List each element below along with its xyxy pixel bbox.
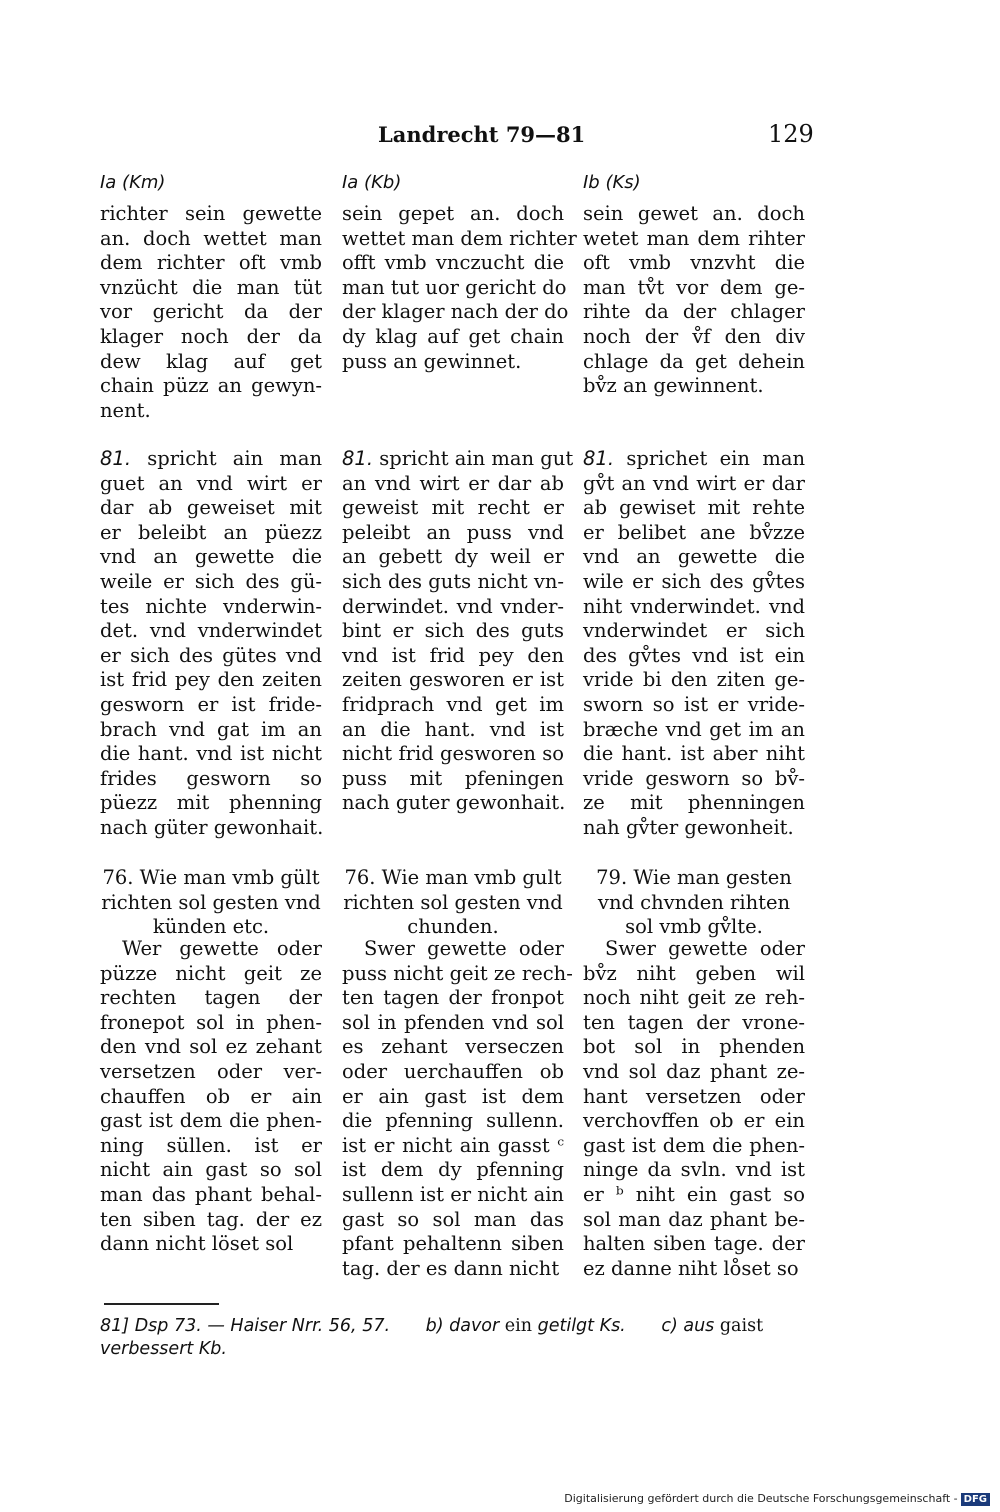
text-line: vnzücht die man tüt	[100, 275, 322, 299]
text-line: sol in pfenden vnd sol	[342, 1010, 564, 1034]
text-line: ning süllen. ist er	[100, 1133, 322, 1157]
paragraph-continuation	[342, 202, 577, 374]
text-line: niht vnderwindet. vnd	[583, 594, 805, 618]
footnote-b-label: b) davor	[425, 1316, 500, 1336]
text-line	[583, 447, 805, 472]
text-line: puss mit pfeningen	[342, 766, 564, 790]
text-line: man tut uor gericht do	[342, 275, 567, 299]
text-line: det. vnd vnderwindet	[100, 619, 322, 643]
text-line: ten tagen der vrone-	[583, 1010, 805, 1034]
footnote-ref: 81]	[100, 1316, 130, 1336]
text-line: wettet man dem richter	[342, 226, 577, 250]
text-line: vride gesworn so bv̊-	[583, 766, 805, 790]
text-line: man das phant behal-	[100, 1182, 322, 1206]
footnote-b-word: ein	[504, 1316, 533, 1336]
text-line: ten siben tag. der ez	[100, 1207, 322, 1231]
text-line: ze mit phenningen	[583, 791, 805, 815]
text-line: die hant. vnd ist nicht	[100, 742, 322, 766]
footnote-c-line2: verbessert Kb.	[100, 1339, 227, 1359]
text-line: chauffen ob er ain	[100, 1084, 322, 1108]
text-line: offt vmb vnczucht die	[342, 251, 564, 275]
text-line: puss nicht geit ze rech-	[342, 961, 573, 985]
text-line: versetzen oder ver-	[100, 1059, 322, 1083]
text-line: an. doch wettet man	[100, 226, 322, 250]
text-line: den vnd sol ez zehant	[100, 1035, 322, 1059]
paragraph-number: 81.	[342, 447, 374, 470]
text-line: vor gericht da der	[100, 300, 322, 324]
text-line: rihte da der chlager	[583, 300, 805, 324]
text-line: gast so sol man das	[342, 1207, 564, 1231]
text-line: vnd an gewette die	[100, 545, 322, 569]
text-line: fronepot sol in phen-	[100, 1010, 322, 1034]
manuscript-siglum: Ia (Km)	[100, 172, 166, 193]
text-line: gv̊t an vnd wirt er dar	[583, 471, 805, 495]
text-line: die hant. ist aber niht	[583, 742, 805, 766]
footnote-c-word: gaist	[719, 1316, 764, 1336]
text-line: es zehant verseczen	[342, 1035, 564, 1059]
text-line: chlage da get dehein	[583, 349, 805, 373]
text-line: peleibt an puss vnd	[342, 520, 564, 544]
text-line: tag. der es dann nicht	[342, 1256, 560, 1280]
text-line: er ᵇ niht ein gast so	[583, 1182, 805, 1206]
heading-line: chunden.	[407, 915, 499, 939]
text-line: er belibet ane bv̊zze	[583, 520, 805, 544]
text-column-1	[100, 0, 322, 1290]
footnote-rule	[104, 1303, 219, 1305]
heading-line: richten sol gesten vnd	[343, 890, 563, 914]
paragraph-continuation	[100, 202, 322, 423]
text-line: gesworn er ist fride-	[100, 692, 322, 716]
paragraph-81	[342, 447, 574, 816]
text-line: püezz mit phenning	[100, 791, 322, 815]
footnote-c-label: c) aus	[661, 1316, 715, 1336]
chapter-heading	[583, 866, 805, 940]
dfg-logo: DFG	[961, 1493, 990, 1506]
paragraph-first-words: spricht ain man	[147, 447, 323, 470]
text-line: vnd sol daz phant ze-	[583, 1059, 805, 1083]
text-line: vride bi den ziten ge-	[583, 668, 805, 692]
page-number: 129	[768, 120, 814, 148]
text-line: des gv̊tes vnd ist ein	[583, 643, 805, 667]
text-line: frides gesworn so	[100, 766, 322, 790]
heading-line: 76. Wie man vmb gult	[344, 866, 562, 889]
text-line: dew klag auf get	[100, 349, 322, 373]
text-line: vnderwindet er sich	[583, 619, 805, 643]
text-line: tes nichte vnderwin-	[100, 594, 322, 618]
paragraph-continuation	[583, 202, 805, 399]
chapter-heading	[100, 866, 322, 940]
text-line: fridprach vnd get im	[342, 692, 564, 716]
text-column-3	[583, 0, 805, 1290]
text-line: ist dem dy pfenning	[342, 1158, 564, 1182]
text-line: oft vmb vnzvht die	[583, 251, 805, 275]
heading-line: 76. Wie man vmb gült	[102, 866, 320, 889]
text-line: sol man daz phant be-	[583, 1207, 805, 1231]
text-line: geweist mit recht er	[342, 496, 564, 520]
text-line: gast ist dem die phen-	[583, 1133, 805, 1157]
text-line	[100, 447, 322, 472]
text-line: dar ab geweiset mit	[100, 496, 322, 520]
text-line: dann nicht löset sol	[100, 1232, 294, 1256]
text-line: oder uerchauffen ob	[342, 1059, 564, 1083]
heading-line: vnd chvnden rihten	[597, 890, 791, 914]
text-line: Swer gewette oder	[605, 937, 805, 960]
text-line: er ain gast ist dem	[342, 1084, 564, 1108]
text-line: bv̊z niht geben wil	[583, 961, 805, 985]
text-line: zeiten gesworen er ist	[342, 668, 564, 692]
heading-line: künden etc.	[152, 915, 270, 939]
manuscript-siglum: Ia (Kb)	[342, 172, 402, 193]
text-line: sein gepet an. doch	[342, 202, 564, 225]
paragraph-number: 81.	[100, 447, 132, 470]
text-line: pfant pehaltenn siben	[342, 1232, 564, 1256]
text-line: bv̊z an gewinnent.	[583, 374, 764, 398]
text-line: rechten tagen der	[100, 986, 322, 1010]
text-line: nicht ain gast so sol	[100, 1158, 322, 1182]
text-line: wile er sich des gv̊tes	[583, 569, 805, 593]
footnote-line-1	[100, 1315, 812, 1338]
text-line: ten tagen der fronpot	[342, 986, 564, 1010]
text-line: ez danne niht lo̊set so	[583, 1256, 799, 1280]
text-line: weile er sich des gü-	[100, 569, 322, 593]
paragraph-body	[100, 937, 322, 1257]
text-line: der klager nach der do	[342, 300, 569, 324]
text-line: Wer gewette oder	[122, 937, 322, 960]
heading-line: sol vmb gv̊lte.	[625, 915, 763, 939]
digitization-credit	[564, 1492, 990, 1506]
text-line: verchovffen ob er ein	[583, 1109, 805, 1133]
paragraph-81	[583, 447, 805, 841]
paragraph-number: 81.	[583, 447, 615, 470]
text-line: dy klag auf get chain	[342, 324, 564, 348]
paragraph-body	[583, 937, 805, 1281]
text-line	[342, 447, 574, 472]
paragraph-first-words: sprichet ein man	[626, 447, 805, 470]
header-title: Landrecht 79—81	[378, 122, 586, 147]
text-line: an vnd wirt er dar ab	[342, 471, 564, 495]
text-line: vnd an gewette die	[583, 545, 805, 569]
text-line: richter sein gewette	[100, 202, 322, 225]
text-column-2	[342, 0, 577, 1290]
chapter-heading	[342, 866, 564, 940]
text-line: guet an vnd wirt er	[100, 471, 322, 495]
paragraph-body	[342, 937, 573, 1281]
footnote-line-2	[100, 1338, 812, 1361]
text-line: ab gewiset mit rehte	[583, 496, 805, 520]
text-line: chain püzz an gewyn-	[100, 374, 322, 398]
text-line: sworn so ist er vride-	[583, 692, 805, 716]
text-line: er beleibt an püezz	[100, 520, 322, 544]
text-line: sein gewet an. doch	[583, 202, 805, 225]
footnote-a-text: Dsp 73. — Haiser Nrr. 56, 57.	[134, 1316, 391, 1336]
text-line: hant versetzen oder	[583, 1084, 805, 1108]
text-line: noch der v̊f den div	[583, 324, 805, 348]
paragraph-first-words: spricht ain man gut	[379, 447, 574, 470]
paragraph-81	[100, 447, 322, 841]
text-line: Swer gewette oder	[364, 937, 564, 960]
text-line: an gebett dy weil er	[342, 545, 564, 569]
text-line: sich des guts nicht vn-	[342, 569, 564, 593]
text-line: brach vnd gat im an	[100, 717, 322, 741]
text-line: nach güter gewonhait.	[100, 815, 324, 839]
text-line: ist er nicht ain gasst ᶜ	[342, 1133, 564, 1157]
text-line: nent.	[100, 398, 151, 422]
text-line: man tv̊t vor dem ge-	[583, 275, 805, 299]
credit-text: Digitalisierung gefördert durch die Deutsche Forschungsgemeinschaft -	[564, 1492, 958, 1505]
text-line: püzze nicht geit ze	[100, 961, 322, 985]
text-line: bot sol in phenden	[583, 1035, 805, 1059]
text-line: gast ist dem die phen-	[100, 1109, 322, 1133]
heading-line: 79. Wie man gesten	[596, 866, 792, 889]
text-line: derwindet. vnd vnder-	[342, 594, 564, 618]
text-line: puss an gewinnet.	[342, 349, 522, 373]
footnote-b-rest: getilgt Ks.	[537, 1316, 626, 1336]
text-line: noch niht geit ze reh-	[583, 986, 805, 1010]
text-line: bint er sich des guts	[342, 619, 564, 643]
text-line: die pfenning sullenn.	[342, 1109, 564, 1133]
text-line: nicht frid gesworen so	[342, 742, 564, 766]
text-line: vnd ist frid pey den	[342, 643, 564, 667]
text-line: sullenn ist er nicht ain	[342, 1182, 564, 1206]
text-line: ist frid pey den zeiten	[100, 668, 322, 692]
text-line: dem richter oft vmb	[100, 251, 322, 275]
text-line: an die hant. vnd ist	[342, 717, 564, 741]
manuscript-siglum: Ib (Ks)	[583, 172, 641, 193]
heading-line: richten sol gesten vnd	[101, 890, 321, 914]
text-line: wetet man dem rihter	[583, 226, 805, 250]
text-line: nach guter gewonhait.	[342, 791, 566, 815]
text-line: bræche vnd get im an	[583, 717, 805, 741]
text-line: ninge da svln. vnd ist	[583, 1158, 805, 1182]
text-line: klager noch der da	[100, 324, 322, 348]
text-line: nah gv̊ter gewonheit.	[583, 815, 794, 839]
text-line: er sich des gütes vnd	[100, 643, 322, 667]
text-line: halten siben tage. der	[583, 1232, 805, 1256]
